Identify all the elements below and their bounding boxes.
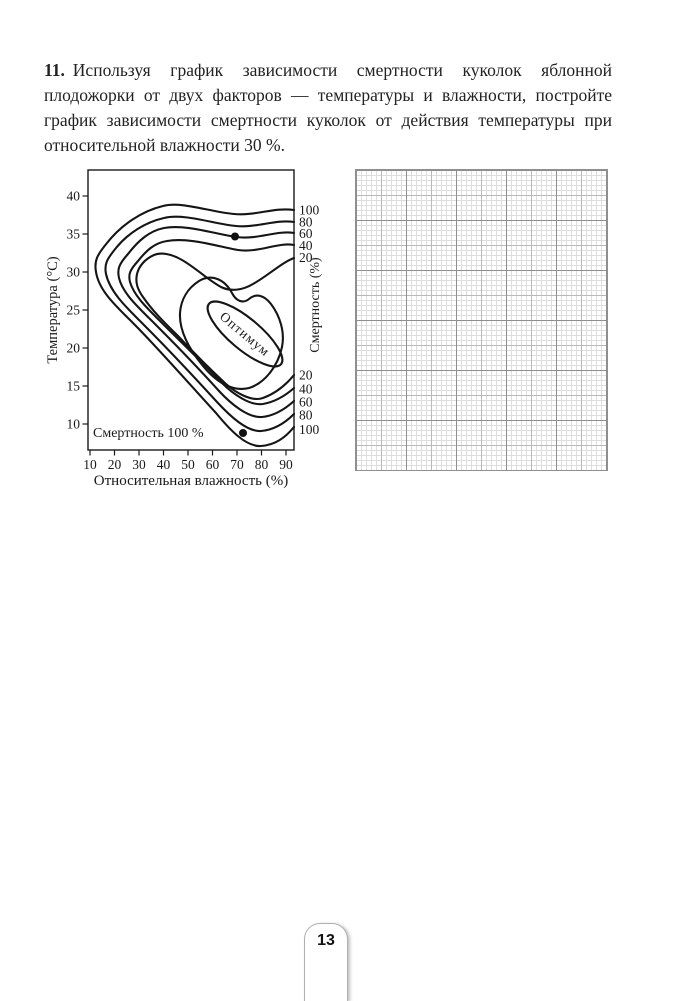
x-tick-label: 90 bbox=[279, 457, 293, 472]
x-tick-label: 80 bbox=[254, 457, 269, 472]
contour-label: 40 bbox=[299, 381, 313, 397]
x-tick-label: 60 bbox=[205, 457, 220, 472]
optimum-label: Оптимум bbox=[216, 308, 274, 360]
mortality-contour-chart bbox=[30, 162, 350, 502]
contour-label: 100 bbox=[299, 202, 320, 218]
y-tick-label: 15 bbox=[66, 378, 80, 394]
contour-label: 40 bbox=[299, 238, 313, 253]
mortality-100-note: Смертность 100 % bbox=[93, 426, 204, 441]
contour-label: 20 bbox=[299, 367, 313, 383]
contour-line-60 bbox=[118, 227, 294, 417]
graph-paper[interactable] bbox=[355, 169, 608, 471]
x-tick-labels bbox=[83, 457, 293, 472]
x-tick-label: 10 bbox=[83, 457, 97, 472]
marked-point-lower bbox=[239, 429, 247, 437]
x-tick-label: 50 bbox=[181, 457, 195, 472]
y-axis-ticks bbox=[83, 196, 89, 424]
contour-label: 60 bbox=[299, 226, 313, 241]
marked-point-upper bbox=[231, 233, 239, 241]
x-tick-label: 20 bbox=[107, 457, 122, 472]
contour-labels-bottom bbox=[299, 368, 320, 438]
x-tick-label: 70 bbox=[230, 457, 244, 472]
contour-label: 100 bbox=[299, 422, 320, 437]
y-tick-label: 10 bbox=[66, 416, 80, 432]
x-axis-ticks bbox=[90, 450, 286, 456]
y-tick-label: 25 bbox=[66, 302, 80, 318]
right-axis-title: Смертность (%) bbox=[308, 257, 323, 353]
contour-label: 80 bbox=[299, 214, 313, 230]
page-number-tab bbox=[304, 923, 348, 1001]
contour-labels-top bbox=[299, 203, 320, 266]
task-number: 11. bbox=[44, 60, 65, 80]
y-axis-title: Температура (°C) bbox=[45, 256, 61, 364]
x-tick-label: 30 bbox=[132, 457, 146, 472]
task-paragraph bbox=[44, 58, 612, 158]
x-axis-title: Относительная влажность (%) bbox=[93, 473, 289, 489]
y-tick-label: 30 bbox=[66, 264, 80, 280]
contour-lines bbox=[95, 205, 294, 446]
y-tick-label: 35 bbox=[66, 226, 80, 242]
task-text: Используя график зависимости смертности куколок яблонной плодожорки от двух факторов — температуры и влажности, постройте график зависимости смертности куколок от действия температуры при относительной влажности 30 %. bbox=[44, 60, 612, 155]
y-tick-label: 20 bbox=[66, 340, 80, 356]
contour-label: 60 bbox=[299, 394, 313, 410]
page-number: 13 bbox=[317, 932, 335, 949]
y-tick-labels bbox=[67, 189, 81, 432]
contour-label: 20 bbox=[299, 250, 313, 265]
contour-label: 80 bbox=[299, 407, 313, 423]
y-tick-label: 40 bbox=[66, 188, 80, 204]
x-tick-label: 40 bbox=[156, 457, 171, 472]
